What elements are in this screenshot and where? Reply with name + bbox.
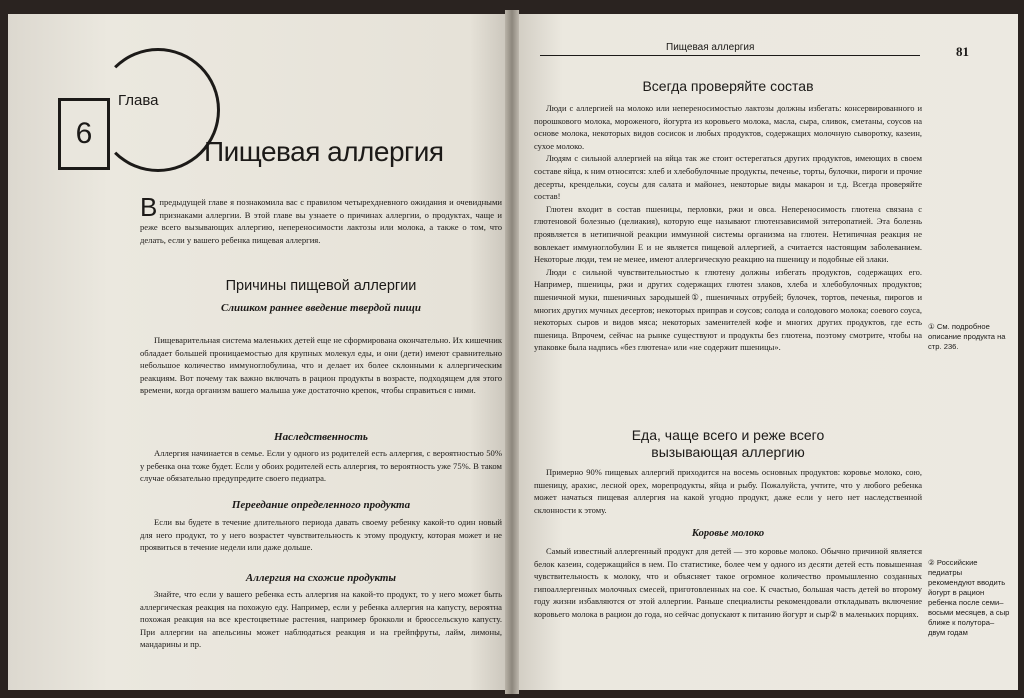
cow-milk-body: Самый известный аллергенный продукт для детей — это коровье молоко. Обычно причиной является белок казеин, содержащийся в нем. По статистике, более чем у одного из десяти детей есть повышенная чувствительность к молоку, что и объясняет такое огромное количество промышленно созданных гипоаллергенных молочных смесей, приготовленных на сое. К счастью, большая часть детей во второму году жизни избавляются от этой аллергии. Раньше специалисты рекомендовали откладывать включение коровьего молока в рацион до года, но сейчас допускают к питанию йогурт и сыр② в маленьких порциях. [534, 546, 922, 619]
paragraph-early-solids: Пищеварительная система маленьких детей еще не сформирована окончательно. Их кишечник обладает большей проницаемостью для крупных молекул еды, и они (дети) имеют сравнительно небольшое количество иммуноглобулина, что и делает их более склонными к аллергическим реакциям. Вот почему так важно включать в рацион продукты в возрасте, подходящем для этого времени, когда организм вашего малыша уже достаточно крепок, чтобы справиться с ними. [140, 335, 502, 396]
paragraph-similar-foods: Знайте, что если у вашего ребенка есть аллергия на какой-то продукт, то у него может быть аллергическая реакция на похожую еду. Например, если у ребенка аллергия на капусту, вероятна похожая реакция на все крестоцветные растения, например брокколи и брюссельскую капусту. При аллергии на апельсины может наблюдаться реакция и на грейпфруты, лайм, лимоны, мандарины и пр. [140, 589, 502, 650]
paragraph-heredity: Аллергия начинается в семье. Если у одного из родителей есть аллергия, с вероятностью 50% у ребенка она тоже будет. Если у обоих родителей есть аллергия, то вероятность уже 75%. В таком случае обязательно предупредите своего педиатра. [140, 448, 502, 484]
section-title-check-ingredients: Всегда проверяйте состав [642, 78, 814, 94]
page-number: 81 [956, 44, 969, 59]
margin-note-1: ① См. подробное описание продукта на стр. 236. [928, 322, 1006, 351]
subsection-heading-overeating: Переедание определенного продукта [231, 499, 411, 511]
chapter-label: Глава [118, 92, 159, 109]
section-check-ingredients-body: Люди с аллергией на молоко или непереносимостью лактозы должны избегать: консервированного и порошкового молока, мороженого, йогурта из коровьего молока, масла, сыра, сливок, сметаны, соусов на основе молока, некоторых видов сосисок и любых продуктов, содержащих молочную сыворотку, казеин, сухое молоко. Людям с сильной аллергией на яйца так же стоит остерегаться других продуктов, имеющих в своем составе яйца, к ним относятся: хлеб и хлебобулочные продукты, печенье, торты, булочки, пироги и прочие десерты, крендельки, соусы для салата и майонез, некоторые виды макарон и т.д. Всегда проверяйте состав! Глютен входит в состав пшеницы, перловки, ржи и овса. Непереносимость глютена связана с глютеновой болезнью (целиакия), которую еще называют глютензависимой энтеропатией. Эта болезнь проявляется в нетипичной реакции иммунной системы организма на глютен. Нетипичная реакция не вовлекает иммуноглобулин Е и не является пищевой аллергией, а считается настоящим заболеванием. Некоторые люди, тем не менее, имеют аллергическую реакцию на пшеницу и подобные ей злаки. Люди с сильной чувствительностью к глютену должны избегать продуктов, содержащих его. Например, пшеницы, ржи и других содержащих глютен злаков, хлеба и хлебобулочных продуктов; пшеничной муки, пшеничных зародышей①, пшеничных отрубей; булочек, тортов, печенья, пирогов и многих других мучных десертов; некоторых приправ и соусов; солода и солодового молока; соевого соуса, некоторых сыров и видов мяса; некоторых заменителей кофе и многих других продуктов, где есть пшеница. Впрочем, сейчас на рынке существуют и продукты без глютена, поэтому смотрите, чтобы на упаковке была надпись «без глютена» или «не содержит пшеницы». [534, 103, 922, 353]
drop-cap: В [140, 192, 158, 222]
intro-text: предыдущей главе я познакомила вас с правилом четырехдневного ожидания и очевидными признаками аллергии. В этой главе вы узнаете о причинах аллергии, о продуктах, чаще и реже всего вызывающих аллергию, непереносимости лактозы или молока, а также о том, что делать, если у вашего ребенка пищевая аллергия. [140, 197, 502, 245]
subsection-heading-similar-foods: Аллергия на схожие продукты [245, 572, 397, 584]
running-head: Пищевая аллергия [666, 42, 755, 53]
chapter-number: 6 [58, 98, 110, 170]
book-gutter [505, 10, 519, 694]
subsection-heading-early-solids: Слишком раннее введение твердой пищи [221, 302, 421, 314]
paragraph-overeating: Если вы будете в течение длительного периода давать своему ребенку какой-то один новый для него продукт, то у него возрастет чувствительность к этому продукту, которая может и не проявиться в течение недели или даже дольше. [140, 517, 502, 553]
intro-paragraph [140, 192, 502, 246]
chapter-ornament-circle [96, 48, 220, 172]
section-title-common-allergens: Еда, чаще всего и реже всего вызывающая аллергию [631, 427, 825, 460]
subsection-heading-heredity: Наследственность [274, 431, 368, 443]
subsection-heading-cow-milk: Коровье молоко [691, 528, 765, 539]
margin-note-2: ② Российские педиатры рекомендуют вводить йогурт в рацион ребенка после семи–восьми месяцев, а сыр ближе к полутора–двум годам [928, 558, 1010, 637]
running-head-rule [540, 55, 920, 56]
chapter-title: Пищевая аллергия [204, 136, 444, 167]
section-title-causes: Причины пищевой аллергии [225, 278, 417, 294]
section-common-allergens-body: Примерно 90% пищевых аллергий приходится на восемь основных продуктов: коровье молоко, сою, пшеницу, арахис, лесной орех, морепродукты, яйца и рыбу. Пожалуйста, учтите, что у любого ребенка может начаться пищевая аллергия на какой угодно продукт, даже если у него нет наследственной склонности к этому. [534, 467, 922, 515]
